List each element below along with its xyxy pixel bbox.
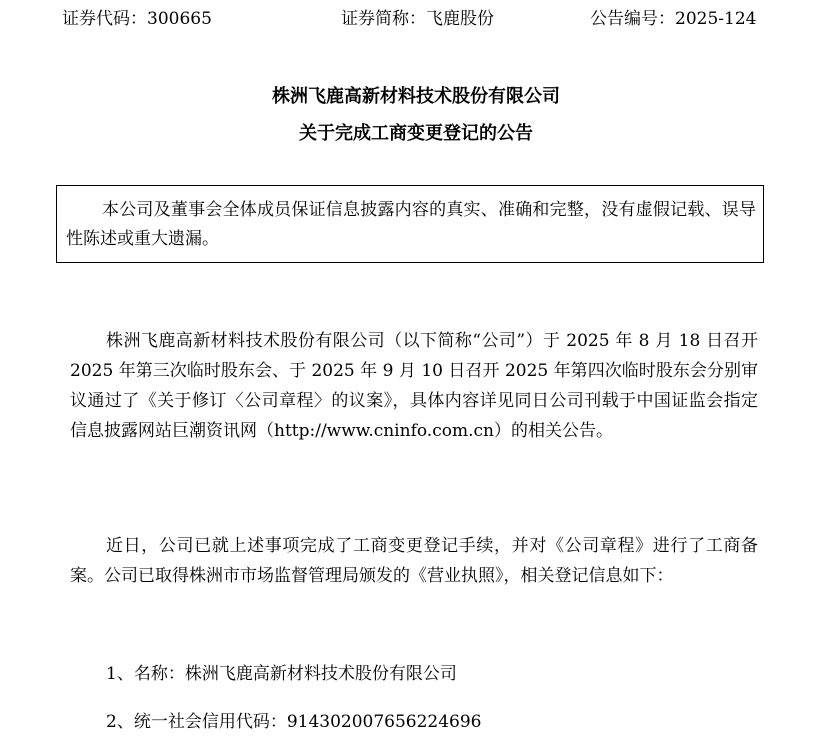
body-paragraph-meeting: 株洲飞鹿高新材料技术股份有限公司（以下简称“公司”）于 2025 年 8 月 18 日召开 2025 年第三次临时股东会、于 2025 年 9 月 10 日召开 2025 年第四次临时股东会分别审议通过了《关于修订〈公司章程〉的议案》，具体内容详见同日公司刊载于中国证监会指定信息披露网站巨潮资讯网（http://www.cninfo.com.cn）的相关公告。 [70,331,758,441]
company-title: 株洲飞鹿高新材料技术股份有限公司 [272,86,560,107]
info-item-name: 1、名称：株洲飞鹿高新材料技术股份有限公司 [106,664,457,684]
info-item-credit-code: 2、统一社会信用代码：914302007656224696 [106,712,482,732]
announcement-title: 关于完成工商变更登记的公告 [299,123,533,144]
document-header [0,6,832,32]
board-statement-text: 本公司及董事会全体成员保证信息披露内容的真实、准确和完整，没有虚假记载、误导性陈述或重大遗漏。 [66,200,756,249]
body-paragraph-registration: 近日，公司已就上述事项完成了工商变更登记手续，并对《公司章程》进行了工商备案。公司已取得株洲市市场监督管理局颁发的《营业执照》，相关登记信息如下： [70,536,758,586]
notice-number: 公告编号：2025-124 [590,9,757,29]
board-statement-box [56,185,764,263]
security-abbreviation: 证券简称：飞鹿股份 [341,9,494,29]
security-code: 证券代码：300665 [62,9,212,29]
